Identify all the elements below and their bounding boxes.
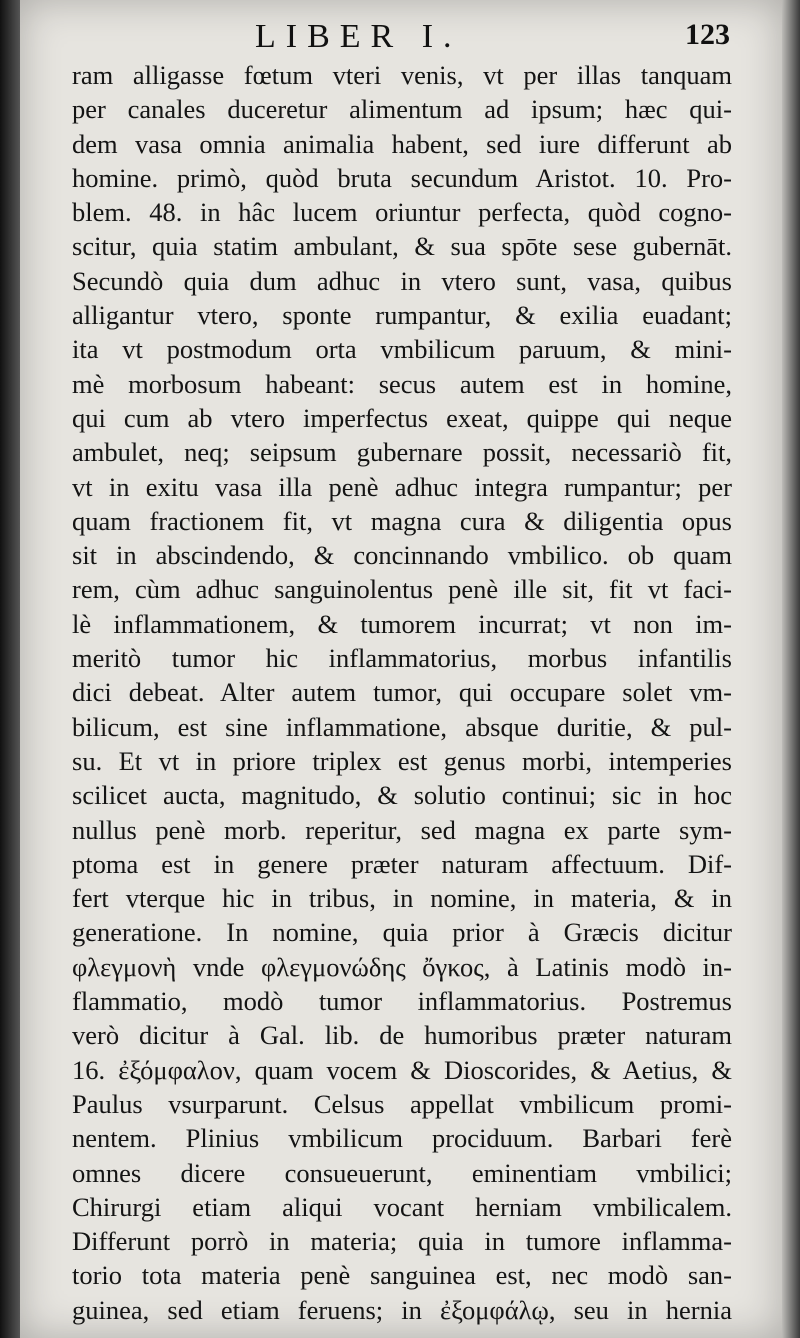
text-line: torio tota materia penè sanguinea est, nec modò san- — [72, 1260, 732, 1291]
text-line: lè inflammationem, & tumorem incurrat; vt non im- — [72, 608, 732, 639]
text-line: scitur, quia statim ambulant, & sua spōte sese gubernāt. — [72, 231, 732, 262]
page-number: 123 — [685, 18, 730, 51]
text-line: qui cum ab vtero imperfectus exeat, quippe qui neque — [72, 402, 732, 433]
text-line: 16. ἐξόμφαλον, quam vocem & Dioscorides, & Aetius, & — [72, 1054, 732, 1085]
text-line: dici debeat. Alter autem tumor, qui occupare solet vm- — [72, 677, 732, 708]
text-line: flammatio, modò tumor inflammatorius. Postremus — [72, 986, 732, 1017]
page-edge — [782, 0, 800, 1338]
text-line: φλεγμονὴ vnde φλεγμονώδης ὄγκος, à Latinis modò in- — [72, 951, 732, 982]
text-line: Secundò quia dum adhuc in vtero sunt, vasa, quibus — [72, 265, 732, 296]
text-line: guinea, sed etiam feruens; in ἐξομφάλῳ, seu in hernia — [72, 1294, 732, 1325]
text-line: meritò tumor hic inflammatorius, morbus infantilis — [72, 643, 732, 674]
text-line: quam fractionem fit, vt magna cura & diligentia opus — [72, 505, 732, 536]
text-line: Paulus vsurparunt. Celsus appellat vmbilicum promi- — [72, 1088, 732, 1119]
text-line: generatione. In nomine, quia prior à Græcis dicitur — [72, 917, 732, 948]
text-line: su. Et vt in priore triplex est genus morbi, intemperies — [72, 745, 732, 776]
text-line: fert vterque hic in tribus, in nomine, in materia, & in — [72, 883, 732, 914]
text-line: Differunt porrò in materia; quia in tumore inflamma- — [72, 1226, 732, 1257]
text-line: dem vasa omnia animalia habent, sed iure differunt ab — [72, 128, 732, 159]
text-line: ptoma est in genere præter naturam affectuum. Dif- — [72, 848, 732, 879]
text-line: per canales duceretur alimentum ad ipsum; hæc qui- — [72, 94, 732, 125]
text-line: vt in exitu vasa illa penè adhuc integra rumpantur; per — [72, 471, 732, 502]
text-line: alligantur vtero, sponte rumpantur, & exilia euadant; — [72, 300, 732, 331]
running-title: LIBER I. — [255, 18, 462, 55]
text-line: rem, cùm adhuc sanguinolentus penè ille sit, fit vt faci- — [72, 574, 732, 605]
text-line: homine. primò, quòd bruta secundum Aristot. 10. Pro- — [72, 162, 732, 193]
text-line: verò dicitur à Gal. lib. de humoribus præter naturam — [72, 1020, 732, 1051]
text-line: nentem. Plinius vmbilicum prociduum. Barbari ferè — [72, 1123, 732, 1154]
page-gutter-shadow — [0, 0, 20, 1338]
text-line: ram alligasse fœtum vteri venis, vt per illas tanquam — [72, 60, 732, 90]
text-line: blem. 48. in hâc lucem oriuntur perfecta, quòd cogno- — [72, 197, 732, 228]
page-header — [20, 18, 782, 58]
book-page — [20, 0, 782, 1338]
text-line: omnes dicere consueuerunt, eminentiam vmbilici; — [72, 1157, 732, 1188]
text-line: ita vt postmodum orta vmbilicum paruum, & mini- — [72, 334, 732, 365]
body-text — [72, 58, 732, 1327]
text-line: bilicum, est sine inflammatione, absque duritie, & pul- — [72, 711, 732, 742]
text-line: Chirurgi etiam aliqui vocant herniam vmbilicalem. — [72, 1191, 732, 1222]
text-line: scilicet aucta, magnitudo, & solutio continui; sic in hoc — [72, 780, 732, 811]
text-line: ambulet, neq; seipsum gubernare possit, necessariò fit, — [72, 437, 732, 468]
text-line: sit in abscindendo, & concinnando vmbilico. ob quam — [72, 540, 732, 571]
text-line: mè morbosum habeant: secus autem est in homine, — [72, 368, 732, 399]
text-line: nullus penè morb. reperitur, sed magna ex parte sym- — [72, 814, 732, 845]
